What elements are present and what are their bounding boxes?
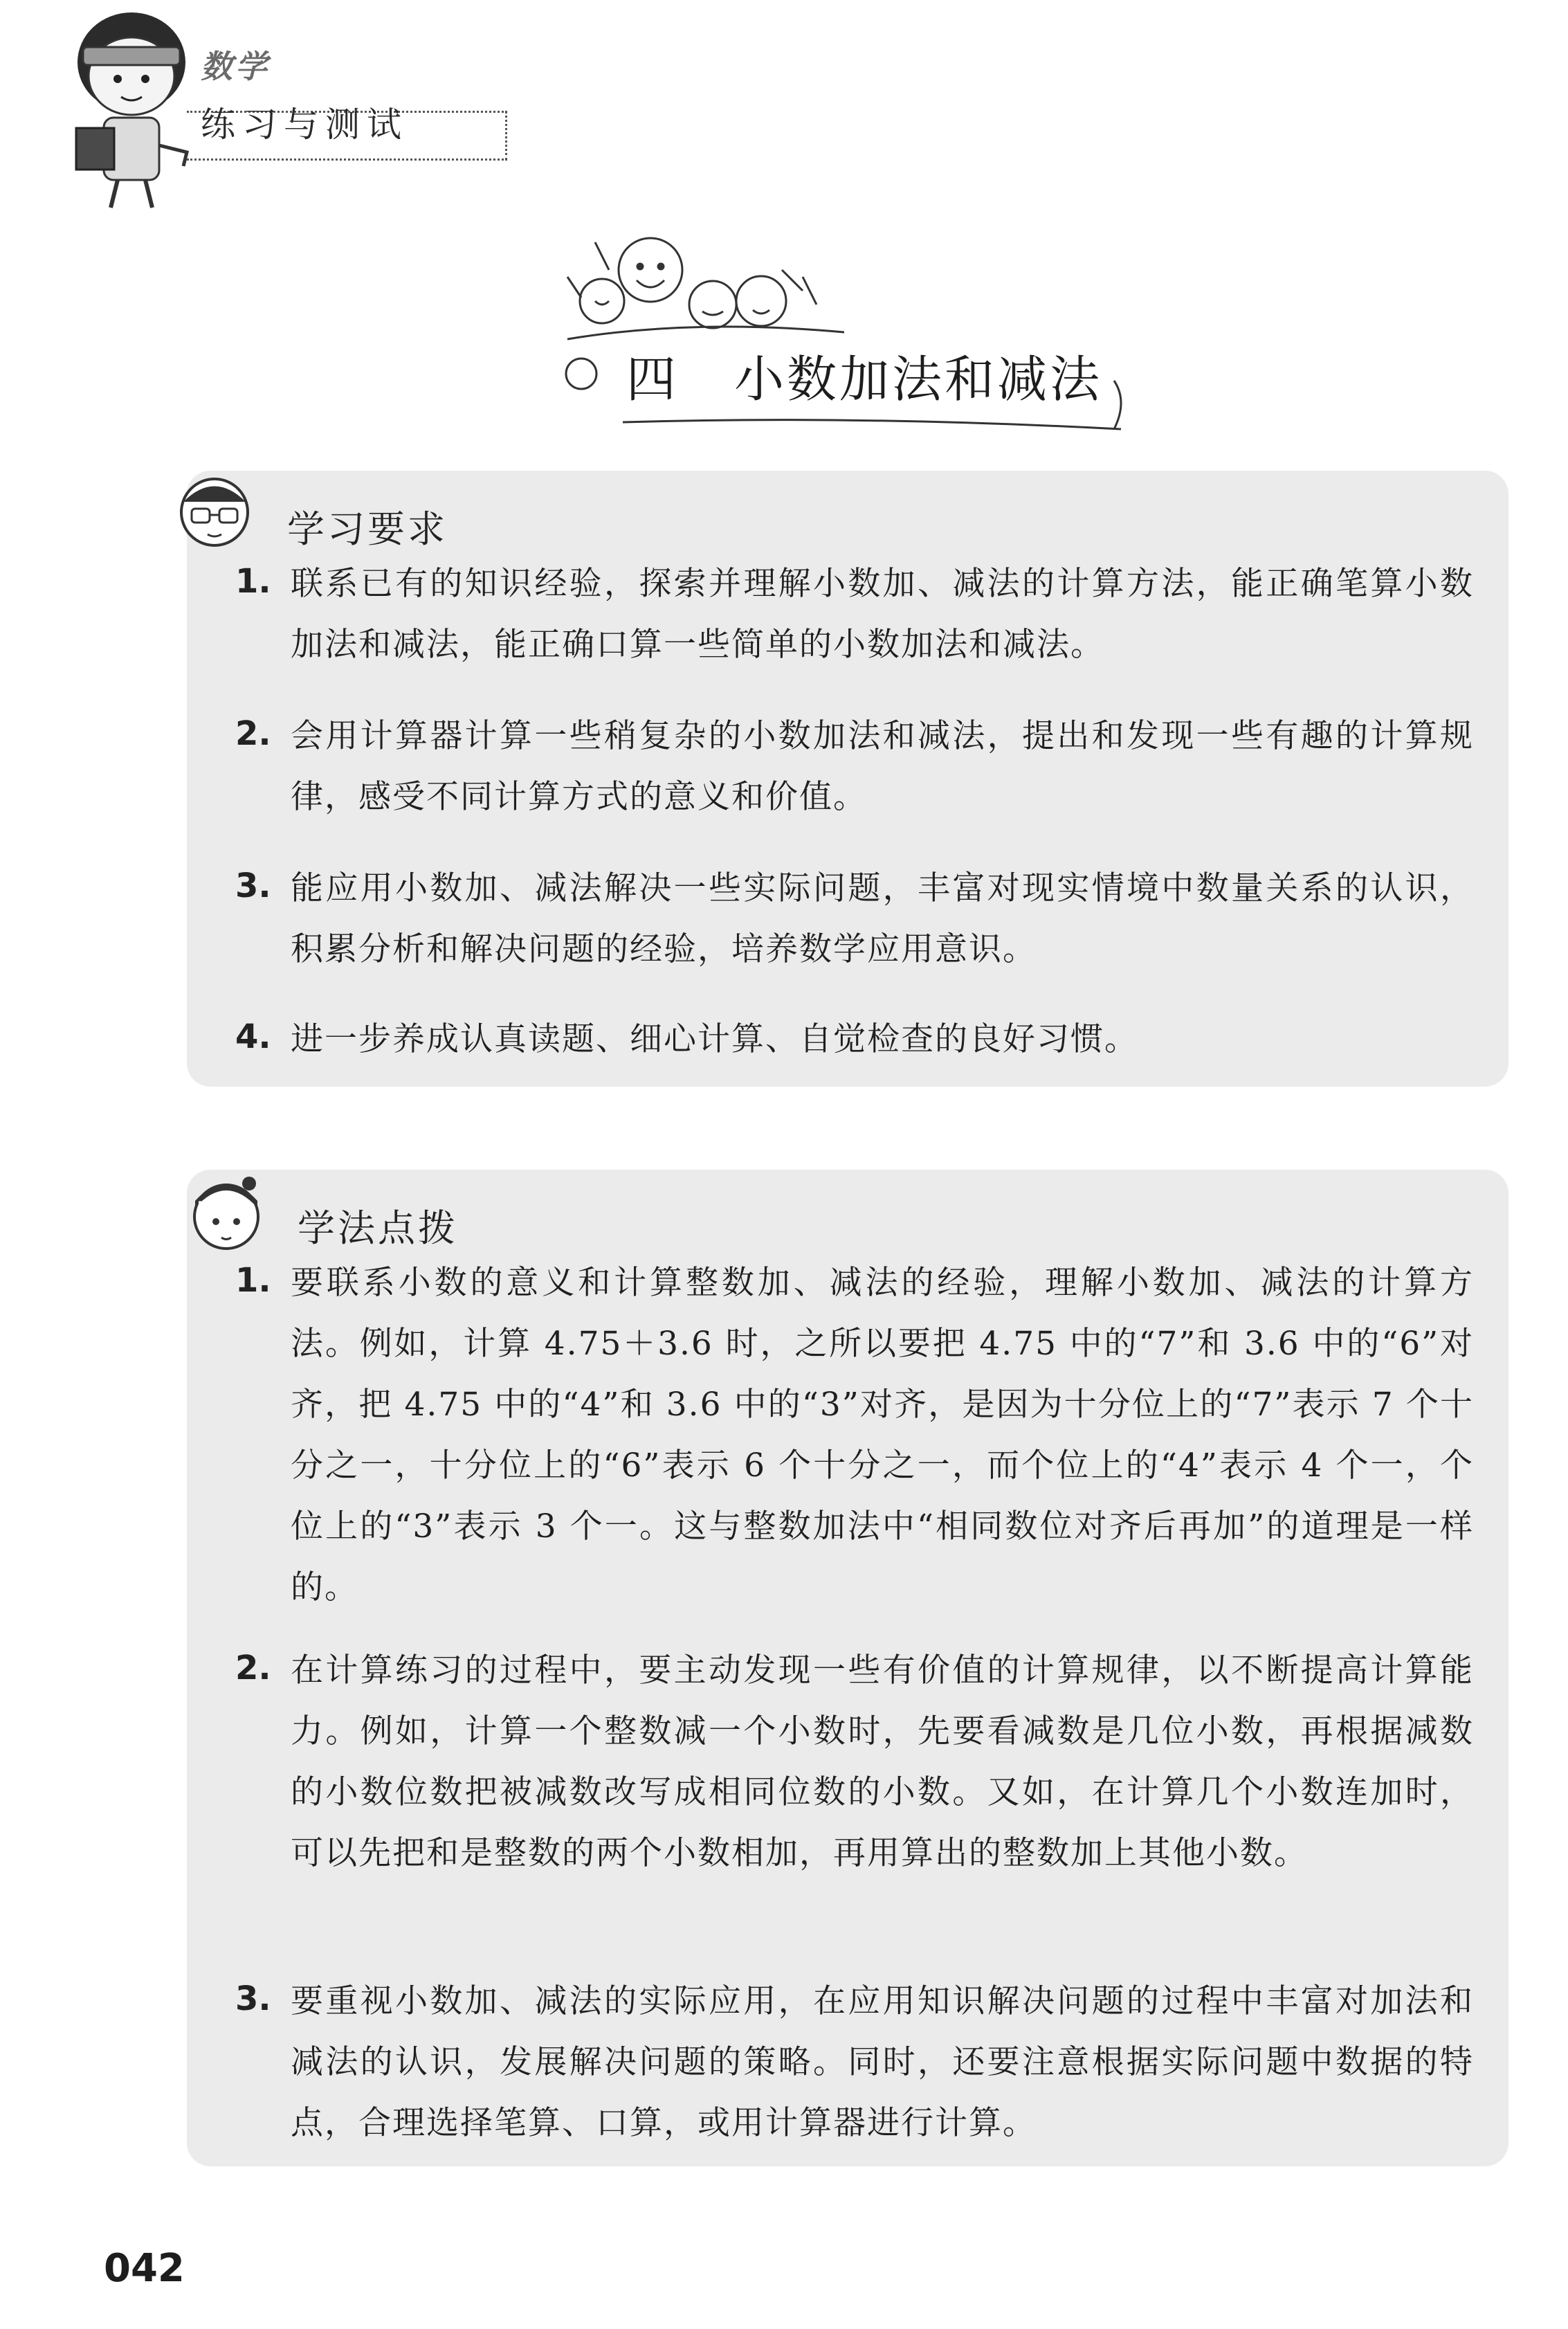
item-number: 1. bbox=[235, 1261, 271, 1300]
chapter-number: 四 bbox=[626, 350, 680, 408]
item-number: 3. bbox=[235, 1979, 271, 2018]
item-text: 能应用小数加、减法解决一些实际问题，丰富对现实情境中数量关系的认识，积累分析和解决问题的经验，培养数学应用意识。 bbox=[291, 869, 1474, 968]
learning-requirements-title: 学习要求 bbox=[287, 507, 448, 551]
chapter-name: 小数加法和减法 bbox=[734, 350, 1103, 408]
tip-item-1 bbox=[235, 1253, 1474, 1618]
tip-item-3 bbox=[235, 1971, 1474, 2154]
item-text: 要联系小数的意义和计算整数加、减法的经验，理解小数加、减法的计算方法。例如，计算 4.75＋3.6 时，之所以要把 4.75 中的“7”和 3.6 中的“6”对齐，把 4.75 中的“4”和 3.6 中的“3”对齐，是因为十分位上的“7”表示 7 个十分之一，十分位上的“6”表示 6 个十分之一，而个位上的“4”表示 4 个一，个位上的“3”表示 3 个一。这与整数加法中“相同数位对齐后再加”的道理是一样的。 bbox=[291, 1264, 1474, 1606]
chapter-title bbox=[626, 339, 1102, 411]
item-text: 进一步养成认真读题、细心计算、自觉检查的良好习惯。 bbox=[291, 1020, 1138, 1058]
header-subject: 数学 bbox=[201, 48, 270, 85]
girl-kid-icon bbox=[181, 1170, 271, 1260]
item-number: 2. bbox=[235, 714, 271, 753]
requirement-item-3 bbox=[235, 858, 1474, 980]
requirement-item-4 bbox=[235, 1009, 1474, 1070]
item-number: 1. bbox=[235, 562, 271, 601]
learning-tips-title: 学法点拨 bbox=[298, 1206, 458, 1250]
requirement-item-1 bbox=[235, 554, 1474, 676]
item-number: 3. bbox=[235, 867, 271, 905]
page-number: 042 bbox=[104, 2246, 185, 2291]
item-number: 2. bbox=[235, 1649, 271, 1687]
item-text: 联系已有的知识经验，探索并理解小数加、减法的计算方法，能正确笔算小数加法和减法，能正确口算一些简单的小数加法和减法。 bbox=[291, 565, 1474, 664]
page-header bbox=[0, 0, 554, 221]
boy-mascot-icon bbox=[62, 7, 201, 215]
item-text: 会用计算器计算一些稍复杂的小数加法和减法，提出和发现一些有趣的计算规律，感受不同计算方式的意义和价值。 bbox=[291, 717, 1474, 816]
item-text: 要重视小数加、减法的实际应用，在应用知识解决问题的过程中丰富对加法和减法的认识，发展解决问题的策略。同时，还要注意根据实际问题中数据的特点，合理选择笔算、口算，或用计算器进行计算。 bbox=[291, 1982, 1474, 2142]
requirement-item-2 bbox=[235, 706, 1474, 828]
header-book-title: 练习与测试 bbox=[201, 105, 408, 145]
glasses-kid-icon bbox=[170, 471, 259, 554]
tip-item-2 bbox=[235, 1640, 1474, 1884]
item-number: 4. bbox=[235, 1017, 271, 1056]
item-text: 在计算练习的过程中，要主动发现一些有价值的计算规律，以不断提高计算能力。例如，计算一个整数减一个小数时，先要看减数是几位小数，再根据减数的小数位数把被减数改写成相同位数的小数。又如，在计算几个小数连加时，可以先把和是整数的两个小数相加，再用算出的整数加上其他小数。 bbox=[291, 1651, 1474, 1872]
